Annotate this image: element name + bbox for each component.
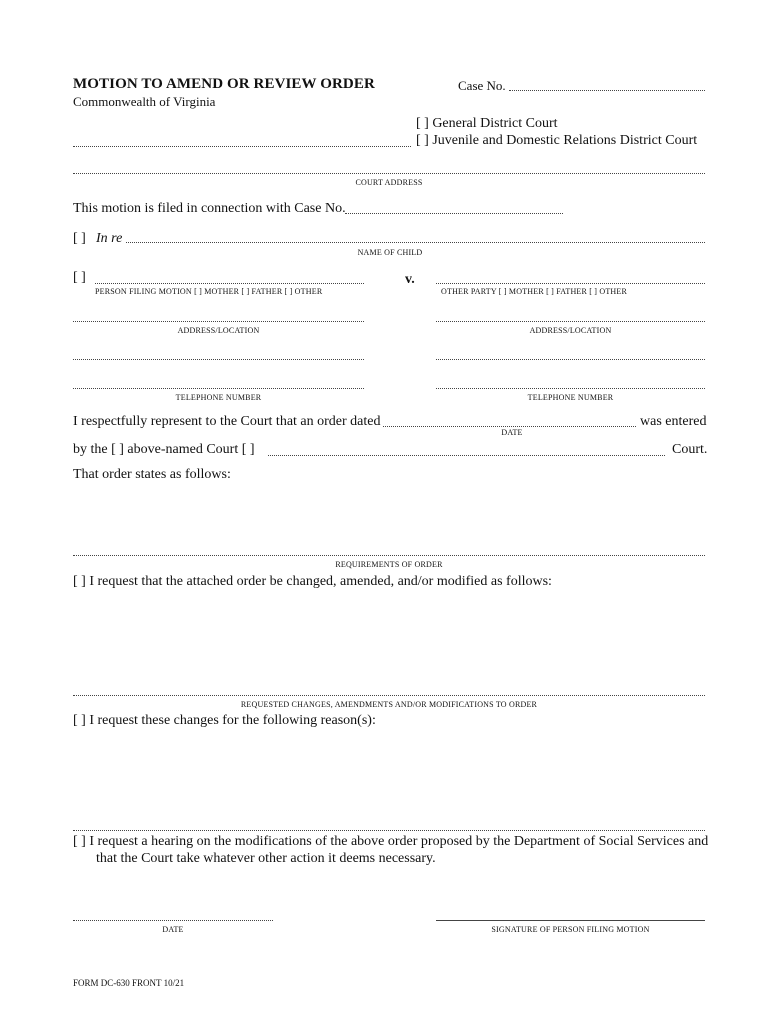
order-date-field[interactable] bbox=[383, 426, 636, 427]
other-telephone-field[interactable] bbox=[436, 388, 705, 389]
telephone-label-right: TELEPHONE NUMBER bbox=[527, 393, 614, 402]
requested-changes-label: REQUESTED CHANGES, AMENDMENTS AND/OR MODIFICATIONS TO ORDER bbox=[240, 700, 538, 709]
person-filing-field[interactable] bbox=[95, 283, 364, 284]
person-checkbox[interactable]: [ ] bbox=[73, 270, 86, 285]
requirements-field[interactable] bbox=[73, 555, 705, 556]
requested-changes-field[interactable] bbox=[73, 695, 705, 696]
request-change-text[interactable]: [ ] I request that the attached order be changed, amended, and/or modified as follows: bbox=[73, 574, 552, 589]
represent-text: I respectfully represent to the Court that an order dated bbox=[73, 414, 381, 429]
child-name-field[interactable] bbox=[126, 242, 705, 243]
other-party-field[interactable] bbox=[436, 283, 705, 284]
name-of-child-label: NAME OF CHILD bbox=[357, 248, 423, 257]
other-address-field[interactable] bbox=[436, 321, 705, 322]
in-re-label: In re bbox=[96, 231, 123, 246]
other-address-field-2[interactable] bbox=[436, 359, 705, 360]
in-re-checkbox[interactable]: [ ] bbox=[73, 231, 86, 246]
date-label: DATE bbox=[501, 428, 523, 437]
court-address-label: COURT ADDRESS bbox=[355, 178, 423, 187]
court-address-field[interactable] bbox=[73, 173, 705, 174]
form-number: FORM DC-630 FRONT 10/21 bbox=[73, 978, 185, 988]
signature-label: SIGNATURE OF PERSON FILING MOTION bbox=[491, 925, 650, 934]
court-name-field[interactable] bbox=[73, 146, 411, 147]
reasons-text[interactable]: [ ] I request these changes for the following reason(s): bbox=[73, 713, 376, 728]
signature-date-label: DATE bbox=[162, 925, 184, 934]
form-title: MOTION TO AMEND OR REVIEW ORDER bbox=[73, 76, 375, 92]
court-suffix: Court. bbox=[672, 442, 708, 457]
person-filing-label: PERSON FILING MOTION [ ] MOTHER [ ] FATHER [ ] OTHER bbox=[95, 287, 323, 296]
telephone-label-left: TELEPHONE NUMBER bbox=[175, 393, 262, 402]
court-option-juvenile[interactable]: [ ] Juvenile and Domestic Relations District Court bbox=[416, 133, 698, 148]
person-address-field-2[interactable] bbox=[73, 359, 364, 360]
court-entered-field[interactable] bbox=[268, 455, 665, 456]
versus-label: v. bbox=[405, 272, 415, 287]
case-no-field[interactable] bbox=[509, 90, 705, 91]
signature-field[interactable] bbox=[436, 920, 705, 921]
signature-date-field[interactable] bbox=[73, 920, 273, 921]
person-telephone-field[interactable] bbox=[73, 388, 364, 389]
reasons-field[interactable] bbox=[73, 830, 705, 831]
was-entered-label: was entered bbox=[640, 414, 707, 429]
hearing-text-line2: that the Court take whatever other action it deems necessary. bbox=[96, 851, 436, 866]
address-label-right: ADDRESS/LOCATION bbox=[529, 326, 612, 335]
connection-text: This motion is filed in connection with Case No. bbox=[73, 201, 346, 216]
address-label-left: ADDRESS/LOCATION bbox=[177, 326, 260, 335]
person-address-field[interactable] bbox=[73, 321, 364, 322]
hearing-text-line1[interactable]: [ ] I request a hearing on the modifications of the above order proposed by the Department of Social Services and bbox=[73, 834, 709, 849]
order-states-text: That order states as follows: bbox=[73, 467, 231, 482]
requirements-label: REQUIREMENTS OF ORDER bbox=[335, 560, 443, 569]
other-party-label: OTHER PARTY [ ] MOTHER [ ] FATHER [ ] OTHER bbox=[441, 287, 628, 296]
court-option-general[interactable]: [ ] General District Court bbox=[416, 116, 558, 131]
connection-case-no-field[interactable] bbox=[345, 213, 563, 214]
case-no-label: Case No. bbox=[458, 78, 506, 93]
form-subtitle: Commonwealth of Virginia bbox=[73, 94, 216, 109]
by-the-text: by the [ ] above-named Court [ ] bbox=[73, 442, 255, 457]
